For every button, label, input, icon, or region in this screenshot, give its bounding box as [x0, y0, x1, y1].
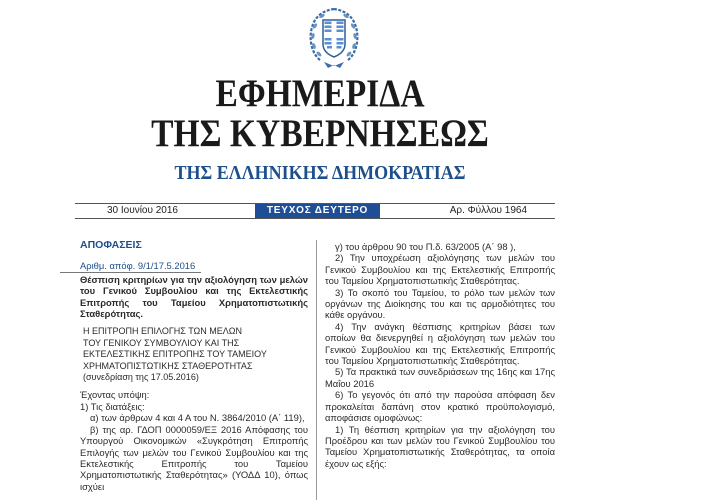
committee-heading: [83, 326, 308, 383]
paragraph: 2) Την υποχρέωση αξιολόγησης των μελών του Γενικού Συμβουλίου και της Εκτελεστικής Επιτροπής του Ταμείου Χρηματοπιστωτικής Σταθερότητας.: [325, 252, 555, 287]
item-1b: β) της αρ. ΓΔΟΠ 0000059/ΕΞ 2016 Απόφασης του Υπουργού Οικονομικών «Συγκρότηση Επιτροπής Επιλογής των μελών του Γενικού Συμβουλίου και της Εκτελεστικής Επιτροπής του Ταμείου Χρηματοπιστωτικής Σταθερότητας» (ΥΟΔΔ 10), όπως ισχύει: [80, 423, 308, 492]
gazette-subtitle: ΤΗΣ ΕΛΛΗΝΙΚΗΣ ΔΗΜΟΚΡΑΤΙΑΣ: [174, 162, 466, 184]
paragraph: γ) του άρθρου 90 του Π.δ. 63/2005 (Α΄ 98 ),: [335, 241, 516, 252]
gazette-title-line2: ΤΗΣ ΚΥΒΕΡΝΗΣΕΩΣ: [151, 112, 489, 155]
decision-number: Αριθμ. απόφ. 9/1/17.5.2016: [60, 260, 201, 272]
considering-label: Έχοντας υπόψη:: [80, 389, 150, 401]
section-heading: ΑΠΟΦΑΣΕΙΣ: [80, 239, 142, 251]
paragraph: 3) Το σκοπό του Ταμείου, το ρόλο των μελών των οργάνων της Διοίκησης του και τις αρμοδιότητες του κάθε οργάνου.: [325, 286, 555, 321]
paragraph: 1) Τη θέσπιση κριτηρίων για την αξιολόγηση του Προέδρου και των μελών του Γενικού Συμβουλίου του Ταμείου Χρηματοπιστωτικής Σταθερότητας, τα οποία έχουν ως εξής:: [325, 423, 555, 469]
gazette-title: ΕΦΗΜΕΡΙΔΑ: [215, 72, 425, 115]
decision-title: Θέσπιση κριτηρίων για την αξιολόγηση των μελών του Γενικού Συμβουλίου και της Εκτελεστικής Επιτροπής του Ταμείου Χρηματοπιστωτικής Σταθερότητας.: [80, 273, 308, 320]
item-1a: α) των άρθρων 4 και 4 Α του Ν. 3864/2010 (Α΄ 119),: [90, 412, 305, 424]
committee-line: Η ΕΠΙΤΡΟΠΗ ΕΠΙΛΟΓΗΣ ΤΩΝ ΜΕΛΩΝ: [83, 326, 242, 337]
left-column: [80, 238, 308, 492]
committee-line: ΕΚΤΕΛΕΣΤΙΚΗΣ ΕΠΙΤΡΟΠΗΣ ΤΟΥ ΤΑΜΕΙΟΥ: [83, 349, 267, 360]
paragraph: 5) Τα πρακτικά των συνεδριάσεων της 16ης και 17ης Μαΐου 2016: [325, 366, 555, 389]
paragraph: 4) Την ανάγκη θέσπισης κριτηρίων βάσει των οποίων θα διενεργηθεί η αξιολόγηση των μελών του Γενικού Συμβουλίου και της Εκτελεστικής Επιτροπής του Ταμείου Χρηματοπιστωτικής Σταθερότητας.: [325, 320, 555, 367]
item-1: 1) Τις διατάξεις:: [80, 400, 145, 412]
committee-line: ΤΟΥ ΓΕΝΙΚΟΥ ΣΥΜΒΟΥΛΙΟΥ ΚΑΙ ΤΗΣ: [83, 337, 240, 348]
issue-date: 30 Ιουνίου 2016: [107, 205, 178, 216]
column-divider: [316, 240, 317, 500]
committee-session: (συνεδρίαση της 17.05.2016): [83, 372, 199, 383]
right-column: [325, 241, 555, 469]
sheet-number: Αρ. Φύλλου 1964: [449, 205, 527, 216]
greek-coat-of-arms-icon: [306, 4, 362, 70]
committee-line: ΧΡΗΜΑΤΟΠΙΣΤΩΤΙΚΗΣ ΣΤΑΘΕΡΟΤΗΤΑΣ: [83, 360, 253, 371]
paragraph: 6) Το γεγονός ότι από την παρούσα απόφαση δεν προκαλείται δαπάνη στον κρατικό προϋπολογισμό, αποφάσισε ομοφώνως:: [325, 389, 555, 424]
issue-bar: [75, 203, 555, 219]
issue-series-badge: ΤΕΥΧΟΣ ΔΕΥΤΕΡΟ: [255, 204, 380, 218]
